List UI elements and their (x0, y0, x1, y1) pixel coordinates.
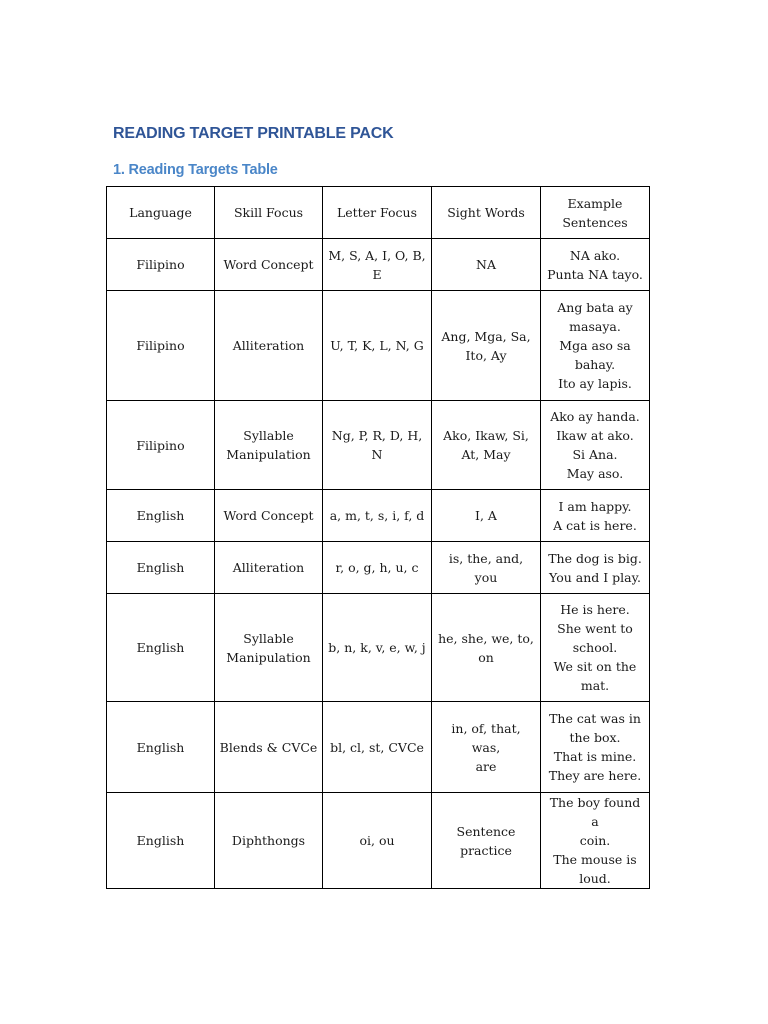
header-skill-focus: Skill Focus (215, 187, 323, 239)
header-example-sentences: Example Sentences (541, 187, 650, 239)
reading-targets-table (106, 186, 650, 889)
cell-example-sentences: Ang bata ay masaya. Mga aso sa bahay. Ito ay lapis. (541, 291, 650, 401)
cell-letter-focus: M, S, A, I, O, B, E (323, 239, 432, 291)
cell-example-sentences: Ako ay handa. Ikaw at ako. Si Ana. May aso. (541, 401, 650, 490)
cell-sight-words: is, the, and, you (432, 542, 541, 594)
cell-skill-focus: Word Concept (215, 239, 323, 291)
cell-letter-focus: bl, cl, st, CVCe (323, 702, 432, 793)
cell-skill-focus: Word Concept (215, 490, 323, 542)
cell-skill-focus: Diphthongs (215, 793, 323, 889)
table-row (107, 594, 650, 702)
cell-letter-focus: Ng, P, R, D, H, N (323, 401, 432, 490)
cell-letter-focus: U, T, K, L, N, G (323, 291, 432, 401)
cell-example-sentences: The cat was in the box. That is mine. They are here. (541, 702, 650, 793)
table-row (107, 239, 650, 291)
cell-sight-words: he, she, we, to, on (432, 594, 541, 702)
cell-skill-focus: Alliteration (215, 291, 323, 401)
table-row (107, 490, 650, 542)
cell-example-sentences: NA ako. Punta NA tayo. (541, 239, 650, 291)
cell-language: English (107, 594, 215, 702)
cell-language: Filipino (107, 401, 215, 490)
cell-sight-words: Ako, Ikaw, Si, At, May (432, 401, 541, 490)
cell-language: English (107, 702, 215, 793)
table-row (107, 291, 650, 401)
cell-language: English (107, 542, 215, 594)
cell-skill-focus: Syllable Manipulation (215, 401, 323, 490)
cell-sight-words: Ang, Mga, Sa, Ito, Ay (432, 291, 541, 401)
document-title: READING TARGET PRINTABLE PACK (113, 125, 394, 142)
cell-sight-words: in, of, that, was, are (432, 702, 541, 793)
cell-sight-words: Sentence practice (432, 793, 541, 889)
table-row (107, 542, 650, 594)
cell-skill-focus: Blends & CVCe (215, 702, 323, 793)
table-row (107, 401, 650, 490)
cell-example-sentences: The dog is big. You and I play. (541, 542, 650, 594)
header-sight-words: Sight Words (432, 187, 541, 239)
cell-language: English (107, 793, 215, 889)
cell-letter-focus: r, o, g, h, u, c (323, 542, 432, 594)
table-row (107, 702, 650, 793)
section-heading: 1. Reading Targets Table (113, 162, 278, 178)
cell-language: English (107, 490, 215, 542)
cell-letter-focus: a, m, t, s, i, f, d (323, 490, 432, 542)
cell-letter-focus: oi, ou (323, 793, 432, 889)
cell-sight-words: NA (432, 239, 541, 291)
header-language: Language (107, 187, 215, 239)
cell-example-sentences: The boy found a coin. The mouse is loud. (541, 793, 650, 889)
table-header-row (107, 187, 650, 239)
cell-skill-focus: Alliteration (215, 542, 323, 594)
header-letter-focus: Letter Focus (323, 187, 432, 239)
cell-sight-words: I, A (432, 490, 541, 542)
cell-example-sentences: I am happy. A cat is here. (541, 490, 650, 542)
cell-skill-focus: Syllable Manipulation (215, 594, 323, 702)
table-row (107, 793, 650, 889)
cell-language: Filipino (107, 291, 215, 401)
cell-language: Filipino (107, 239, 215, 291)
cell-letter-focus: b, n, k, v, e, w, j (323, 594, 432, 702)
cell-example-sentences: He is here. She went to school. We sit on the mat. (541, 594, 650, 702)
